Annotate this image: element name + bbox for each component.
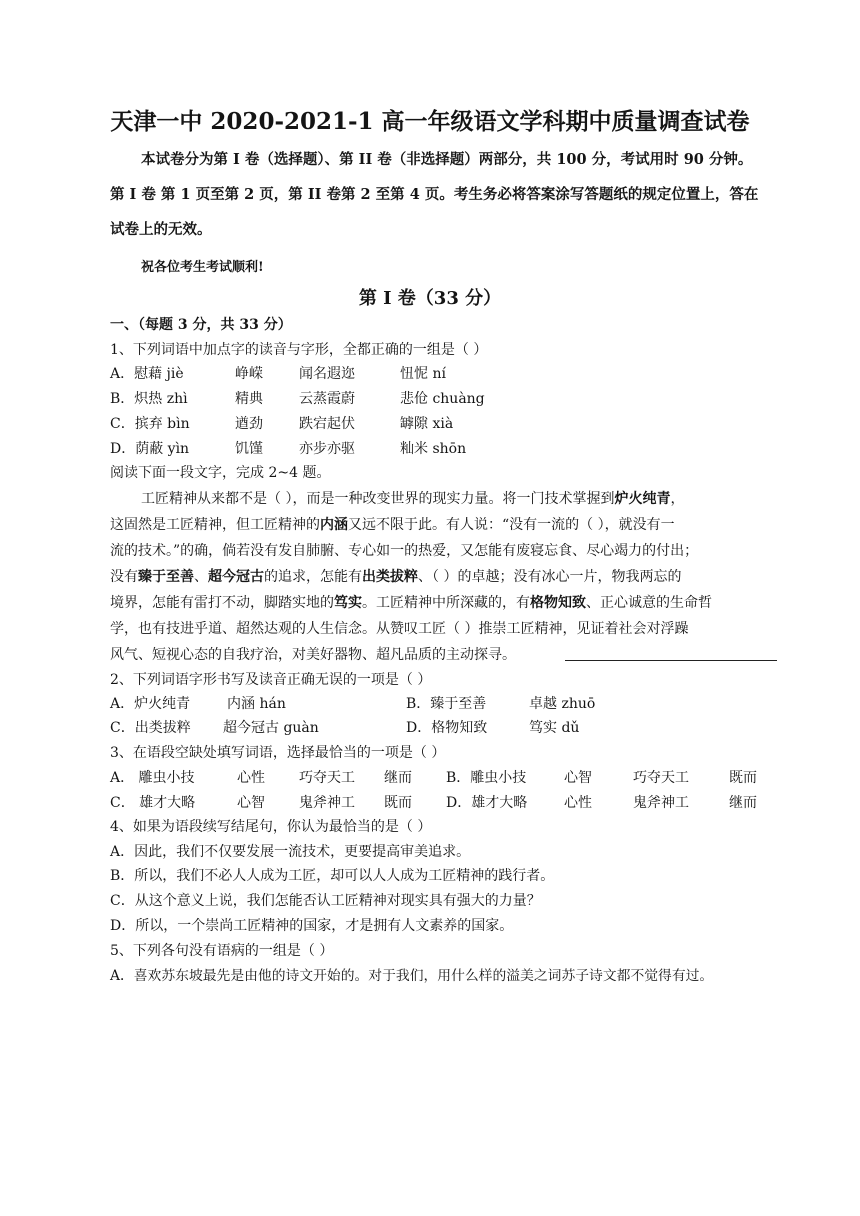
q4-option-a: A．因此，我们不仅要发展一流技术，更要提高审美追求。 (110, 844, 471, 860)
q1-d-word4: 籼米 shōn (400, 441, 467, 457)
q2-options-row-1 (110, 694, 710, 714)
q1-c-word3: 跌宕起伏 (299, 416, 355, 432)
q3-options-row-1 (110, 768, 770, 788)
q3-b-word4: 既而 (729, 770, 757, 786)
q3-c-word4: 既而 (384, 795, 412, 811)
q2-option-a: A．炉火纯青 (110, 696, 191, 712)
q3-d-word3: 鬼斧神工 (633, 795, 689, 811)
q1-a-word2: 峥嵘 (235, 366, 263, 382)
q3-a-word1: A． 雕虫小技 (110, 770, 195, 786)
q2-option-b: B．臻于至善 (406, 696, 487, 712)
q3-options-row-2 (110, 793, 770, 813)
q4-option-c: C．从这个意义上说，我们怎能否认工匠精神对现实具有强大的力量？ (110, 893, 541, 909)
passage-line-7: 风气、短视心态的自我疗治，对美好器物、超凡品质的主动探寻。 (110, 647, 516, 663)
q3-d-word2: 心性 (564, 795, 592, 811)
q1-d-word2: 饥馑 (235, 441, 263, 457)
q3-d-word4: 继而 (729, 795, 757, 811)
q3-b-word1: B．雕虫小技 (446, 770, 527, 786)
q1-d-word1: D．荫蔽 yìn (110, 441, 190, 457)
passage-line-6: 学，也有技进乎道、超然达观的人生信念。从赞叹工匠（ ）推崇工匠精神，见证着社会对浮躁 (110, 621, 689, 637)
part-heading: 一、（每题 3 分，共 33 分） (110, 317, 292, 333)
q3-b-word2: 心智 (564, 770, 592, 786)
q2-option-c-reading: 超今冠古 guàn (223, 720, 319, 736)
q3-a-word3: 巧夺天工 (299, 770, 355, 786)
q1-c-word2: 遒劲 (235, 416, 263, 432)
passage-line-1: 工匠精神从来都不是（ ），而是一种改变世界的现实力量。将一门技术掌握到炉火纯青， (141, 491, 685, 507)
q3-c-word1: C． 雄才大略 (110, 795, 196, 811)
intro-line-2: 第 I 卷 第 1 页至第 2 页，第 II 卷第 2 至第 4 页。考生务必将答案涂写答题纸的规定位置上，答在 (110, 186, 759, 203)
q1-c-word1: C．摈弃 bìn (110, 416, 190, 432)
passage-line-4: 没有臻于至善、超今冠古的追求，怎能有出类拔粹、（ ）的卓越；没有冰心一片，物我两忘的 (110, 569, 682, 585)
q2-option-d: D．格物知致 (406, 720, 488, 736)
q2-option-c: C．出类拔粹 (110, 720, 191, 736)
q2-option-a-reading: 内涵 hán (227, 696, 286, 712)
q3-a-word4: 继而 (384, 770, 412, 786)
q1-option-a (110, 364, 670, 384)
q4-stem: 4、如果为语段续写结尾句，你认为最恰当的是（ ） (110, 819, 432, 835)
q4-option-b: B．所以，我们不必人人成为工匠，却可以人人成为工匠精神的践行者。 (110, 868, 555, 884)
q1-a-word1: A．慰藉 jiè (110, 366, 184, 382)
passage-lead: 阅读下面一段文字，完成 2~4 题。 (110, 465, 331, 481)
passage-line-5: 境界，怎能有雷打不动，脚踏实地的笃实。工匠精神中所深藏的，有格物知致、正心诚意的生命哲 (110, 595, 712, 611)
q1-b-word1: B．炽热 zhì (110, 391, 188, 407)
q1-d-word3: 亦步亦驱 (299, 441, 355, 457)
q2-options-row-2 (110, 718, 710, 738)
q1-c-word4: 罅隙 xià (400, 416, 454, 432)
q1-a-word3: 闻名遐迩 (299, 366, 355, 382)
q1-a-word4: 忸怩 ní (400, 366, 446, 382)
q2-option-d-reading: 笃实 dǔ (529, 720, 580, 736)
q1-b-word4: 悲伧 chuàng (400, 391, 485, 407)
q3-a-word2: 心性 (237, 770, 265, 786)
q3-c-word3: 鬼斧神工 (299, 795, 355, 811)
q3-b-word3: 巧夺天工 (633, 770, 689, 786)
intro-wish: 祝各位考生考试顺利! (141, 260, 264, 275)
exam-title: 天津一中 2020-2021-1 高一年级语文学科期中质量调查试卷 (110, 108, 750, 135)
section-title: 第 I 卷（33 分） (358, 288, 502, 309)
answer-blank-line (565, 660, 777, 661)
q5-stem: 5、下列各句没有语病的一组是（ ） (110, 943, 334, 959)
q1-b-word3: 云蒸霞蔚 (299, 391, 355, 407)
q1-option-c (110, 414, 670, 434)
q1-option-b (110, 389, 670, 409)
q3-d-word1: D．雄才大略 (446, 795, 528, 811)
passage-line-2: 这固然是工匠精神，但工匠精神的内涵又远不限于此。有人说：“没有一流的（ ），就没有一 (110, 517, 675, 533)
q1-stem: 1、下列词语中加点字的读音与字形，全都正确的一组是（ ） (110, 342, 488, 358)
q5-option-a: A．喜欢苏东坡最先是由他的诗文开始的。对于我们，用什么样的溢美之词苏子诗文都不觉得有过。 (110, 968, 714, 984)
q2-stem: 2、下列词语字形书写及读音正确无误的一项是（ ） (110, 672, 432, 688)
q2-option-b-reading: 卓越 zhuō (529, 696, 596, 712)
q3-stem: 3、在语段空缺处填写词语，选择最恰当的一项是（ ） (110, 745, 446, 761)
q1-b-word2: 精典 (235, 391, 263, 407)
q4-option-d: D．所以，一个崇尚工匠精神的国家，才是拥有人文素养的国家。 (110, 918, 514, 934)
intro-line-1: 本试卷分为第 I 卷（选择题）、第 II 卷（非选择题）两部分，共 100 分，考试用时 90 分钟。 (141, 151, 753, 168)
q1-option-d (110, 439, 670, 459)
q3-c-word2: 心智 (237, 795, 265, 811)
intro-line-3: 试卷上的无效。 (110, 221, 212, 238)
passage-line-3: 流的技术。”的确，倘若没有发自肺腑、专心如一的热爱，又怎能有废寝忘食、尽心竭力的付出； (110, 543, 699, 559)
